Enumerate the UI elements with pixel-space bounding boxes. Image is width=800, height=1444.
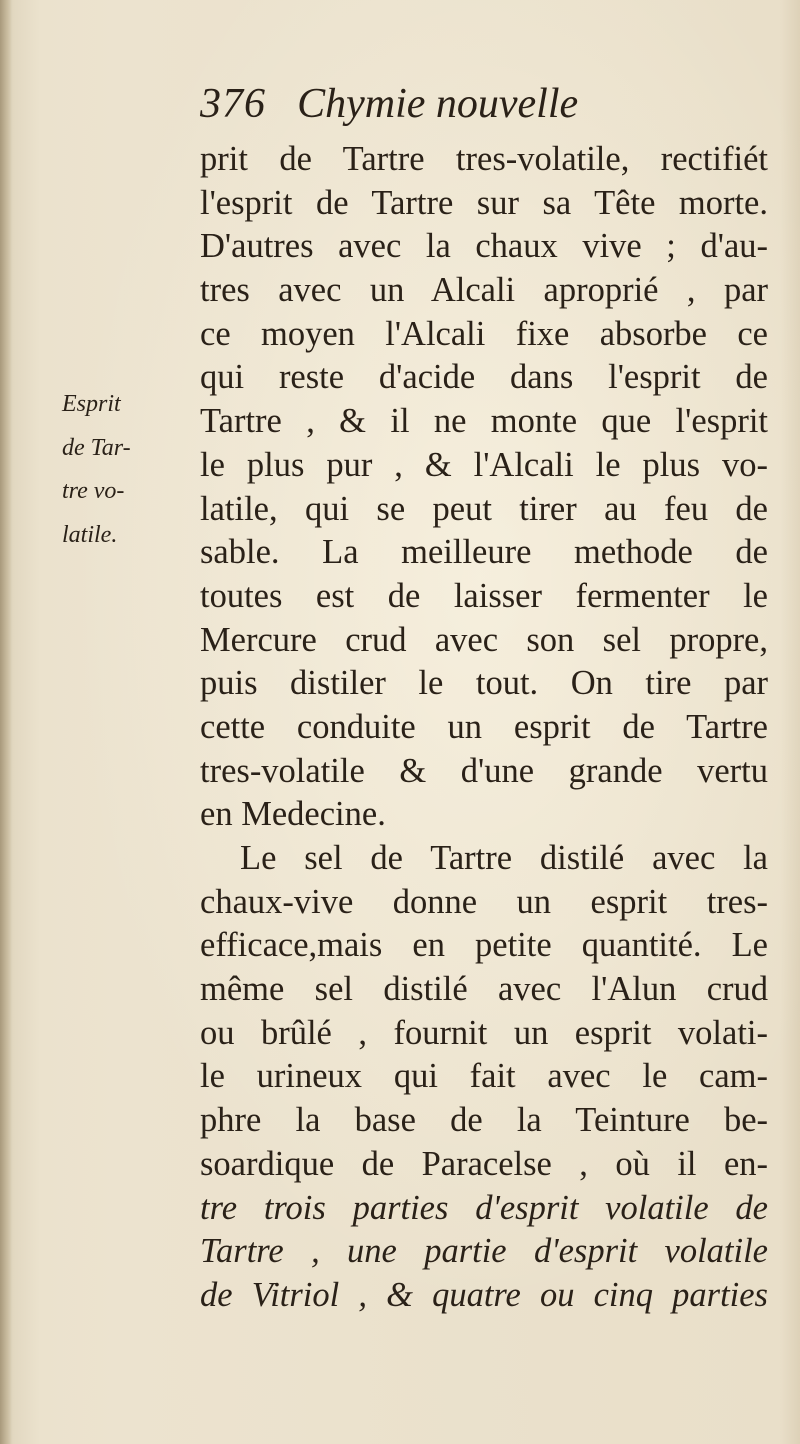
text-line: soardique de Paracelse , où il en- <box>200 1144 768 1183</box>
margin-note-line: latile. <box>62 521 118 548</box>
text-line: toutes est de laisser fermenter le <box>200 576 768 615</box>
text-line: prit de Tartre tres-volatile, rectifiét <box>200 140 768 178</box>
text-line: ce moyen l'Alcali fixe absorbe ce <box>200 314 768 353</box>
margin-note-line: tre vo- <box>62 478 125 504</box>
text-line: en Medecine. <box>200 795 386 834</box>
text-line: Tartre , & il ne monte que l'esprit <box>200 402 768 441</box>
margin-note <box>62 383 192 557</box>
text-line: tres-volatile & d'une grande vertu <box>200 751 768 790</box>
italic-text-line: de Vitriol , & quatre ou cinq parties <box>200 1275 768 1314</box>
text-line: ou brûlé , fournit un esprit volati- <box>200 1013 768 1052</box>
page-number: 376 <box>200 81 266 127</box>
body-text <box>200 138 768 1318</box>
text-line: tres avec un Alcali aproprié , par <box>200 271 768 310</box>
binding-edge <box>0 0 12 1444</box>
text-line: puis distiler le tout. On tire par <box>200 664 768 703</box>
text-line: l'esprit de Tartre sur sa Tête morte. <box>200 183 768 222</box>
text-line: sable. La meilleure methode de <box>200 533 768 572</box>
text-line: cette conduite un esprit de Tartre <box>200 707 768 746</box>
text-line: le urineux qui fait avec le cam- <box>200 1057 768 1096</box>
italic-text-line: tre trois parties d'esprit volatile de <box>200 1188 768 1227</box>
paragraph-start-line: Le sel de Tartre distilé avec la <box>240 839 768 877</box>
text-line: Mercure crud avec son sel propre, <box>200 620 768 659</box>
margin-note-line: Esprit <box>62 391 121 417</box>
running-title: Chymie nouvelle <box>297 81 579 127</box>
text-line: phre la base de la Teinture be- <box>200 1101 768 1140</box>
text-line: D'autres avec la chaux vive ; d'au- <box>200 227 768 266</box>
text-line: même sel distilé avec l'Alun crud <box>200 970 768 1009</box>
text-line: efficace,mais en petite quantité. Le <box>200 926 768 965</box>
text-line: latile, qui se peut tirer au feu de <box>200 489 768 528</box>
italic-text-line: Tartre , une partie d'esprit volatile <box>200 1232 768 1271</box>
text-line: qui reste d'acide dans l'esprit de <box>200 358 768 397</box>
page-header <box>200 80 780 140</box>
text-line: le plus pur , & l'Alcali le plus vo- <box>200 445 768 484</box>
text-line: chaux-vive donne un esprit tres- <box>200 882 768 921</box>
margin-note-line: de Tar- <box>62 434 131 461</box>
